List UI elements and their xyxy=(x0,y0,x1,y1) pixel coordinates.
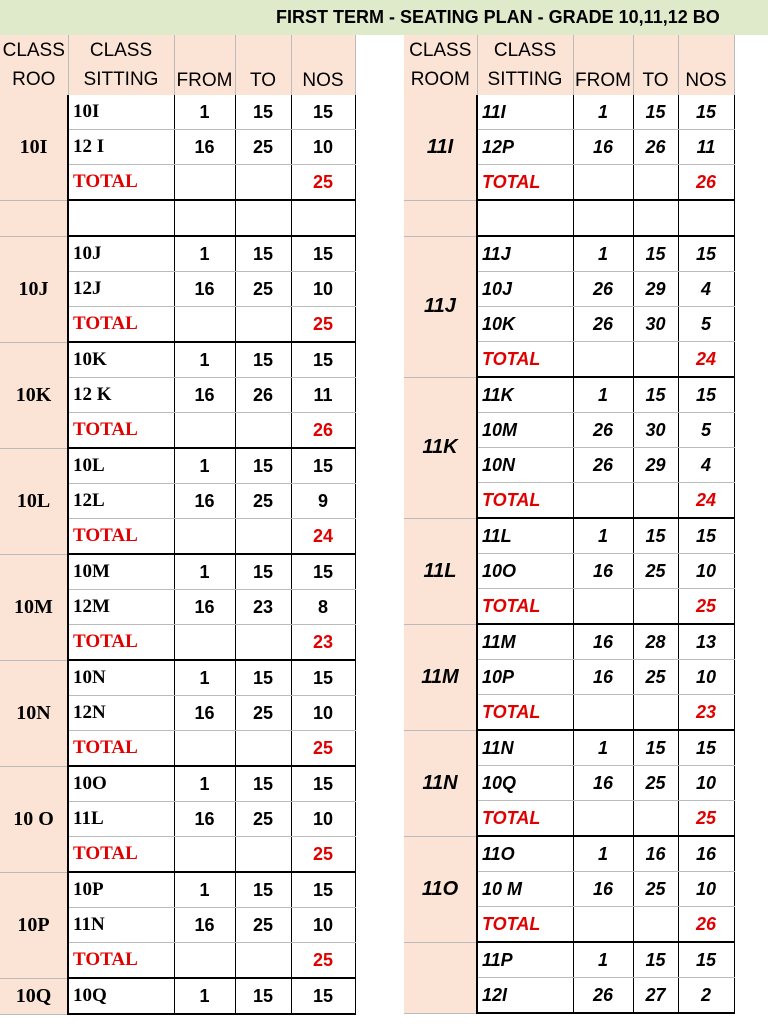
left-from-cell: 16 xyxy=(174,378,235,413)
left-header-row xyxy=(0,35,355,95)
right-from-cell: 26 xyxy=(573,978,633,1014)
right-class-sitting-cell: 10N xyxy=(477,448,573,483)
right-class-sitting-cell: 11K xyxy=(477,377,573,413)
left-to-cell xyxy=(235,731,291,767)
left-to-cell: 15 xyxy=(235,342,291,378)
right-class-sitting-cell: 11M xyxy=(477,624,573,660)
left-class-sitting-cell: TOTAL xyxy=(68,625,174,661)
right-room-cell: 11N xyxy=(404,730,477,836)
left-class-sitting-cell: TOTAL xyxy=(68,307,174,343)
right-table-row xyxy=(404,200,734,236)
right-to-cell: 26 xyxy=(633,130,678,165)
left-room-cell: 10I xyxy=(0,95,68,200)
left-class-sitting-cell: 10Q xyxy=(68,978,174,1014)
left-from-cell xyxy=(174,837,235,873)
right-table-row xyxy=(404,730,734,766)
right-from-cell: 1 xyxy=(573,377,633,413)
left-table-row xyxy=(0,448,355,484)
right-from-cell xyxy=(573,483,633,519)
right-nos-cell: 24 xyxy=(678,342,734,378)
left-class-sitting-cell: 11L xyxy=(68,802,174,837)
right-to-cell xyxy=(633,907,678,943)
left-from-cell xyxy=(174,625,235,661)
right-to-cell: 29 xyxy=(633,272,678,307)
left-table-row xyxy=(0,95,355,130)
right-to-cell: 25 xyxy=(633,554,678,589)
right-to-cell: 30 xyxy=(633,307,678,342)
right-nos-cell: 15 xyxy=(678,236,734,272)
right-nos-cell: 25 xyxy=(678,589,734,625)
right-class-sitting-cell: 11I xyxy=(477,95,573,130)
left-room-cell: 10L xyxy=(0,448,68,554)
right-from-cell: 16 xyxy=(573,660,633,695)
left-class-sitting-cell: 12 K xyxy=(68,378,174,413)
right-from-cell: 1 xyxy=(573,730,633,766)
left-nos-cell: 15 xyxy=(291,95,355,130)
right-from-cell: 26 xyxy=(573,448,633,483)
right-nos-cell: 26 xyxy=(678,165,734,201)
left-to-cell: 25 xyxy=(235,696,291,731)
right-from-cell: 16 xyxy=(573,624,633,660)
right-from-cell: 26 xyxy=(573,413,633,448)
page-title: FIRST TERM - SEATING PLAN - GRADE 10,11,12 BO xyxy=(276,7,720,27)
right-class-sitting-cell: 11P xyxy=(477,942,573,978)
left-class-sitting-cell: 12L xyxy=(68,484,174,519)
left-class-sitting-cell: TOTAL xyxy=(68,837,174,873)
left-from-cell: 1 xyxy=(174,978,235,1014)
left-header-cell: FROM xyxy=(174,35,235,95)
right-from-cell xyxy=(573,342,633,378)
left-nos-cell: 25 xyxy=(291,165,355,201)
left-header-cell: CLASS ROO xyxy=(0,35,68,95)
left-header-cell: TO xyxy=(235,35,291,95)
right-nos-cell: 10 xyxy=(678,554,734,589)
right-from-cell: 16 xyxy=(573,766,633,801)
right-class-sitting-cell: TOTAL xyxy=(477,165,573,201)
left-class-sitting-cell: 10O xyxy=(68,766,174,802)
left-to-cell xyxy=(235,837,291,873)
left-to-cell xyxy=(235,413,291,449)
right-nos-cell: 2 xyxy=(678,978,734,1014)
left-room-cell: 10J xyxy=(0,236,68,342)
right-to-cell: 15 xyxy=(633,942,678,978)
left-from-cell: 1 xyxy=(174,236,235,272)
left-to-cell: 15 xyxy=(235,872,291,908)
right-nos-cell: 10 xyxy=(678,660,734,695)
right-from-cell: 1 xyxy=(573,942,633,978)
right-nos-cell: 15 xyxy=(678,95,734,130)
right-nos-cell: 25 xyxy=(678,801,734,837)
left-from-cell xyxy=(174,307,235,343)
right-nos-cell: 16 xyxy=(678,836,734,872)
right-nos-cell: 5 xyxy=(678,413,734,448)
left-table-row xyxy=(0,660,355,696)
right-class-sitting-cell: 10J xyxy=(477,272,573,307)
left-to-cell: 23 xyxy=(235,590,291,625)
left-to-cell xyxy=(235,200,291,236)
right-to-cell: 16 xyxy=(633,836,678,872)
left-class-sitting-cell: 10K xyxy=(68,342,174,378)
right-to-cell xyxy=(633,589,678,625)
right-class-sitting-cell: 10O xyxy=(477,554,573,589)
left-nos-cell: 15 xyxy=(291,554,355,590)
right-class-sitting-cell: 10K xyxy=(477,307,573,342)
left-room-cell xyxy=(0,200,68,236)
right-from-cell: 26 xyxy=(573,272,633,307)
right-nos-cell: 26 xyxy=(678,907,734,943)
left-to-cell: 15 xyxy=(235,660,291,696)
right-class-sitting-cell: 11O xyxy=(477,836,573,872)
right-to-cell xyxy=(633,695,678,731)
right-nos-cell: 15 xyxy=(678,377,734,413)
left-class-sitting-cell: 11N xyxy=(68,908,174,943)
right-to-cell xyxy=(633,200,678,236)
right-seating-table xyxy=(404,35,735,1014)
left-room-cell: 10N xyxy=(0,660,68,766)
left-nos-cell: 15 xyxy=(291,766,355,802)
left-nos-cell: 23 xyxy=(291,625,355,661)
right-table-row xyxy=(404,236,734,272)
left-class-sitting-cell: 10P xyxy=(68,872,174,908)
left-from-cell: 16 xyxy=(174,590,235,625)
right-room-cell: 11K xyxy=(404,377,477,518)
right-nos-cell: 11 xyxy=(678,130,734,165)
left-room-cell: 10M xyxy=(0,554,68,660)
left-to-cell: 15 xyxy=(235,236,291,272)
right-to-cell: 30 xyxy=(633,413,678,448)
left-table-row xyxy=(0,236,355,272)
right-from-cell xyxy=(573,907,633,943)
left-from-cell: 1 xyxy=(174,342,235,378)
left-header-cell: NOS xyxy=(291,35,355,95)
left-nos-cell: 26 xyxy=(291,413,355,449)
left-nos-cell: 15 xyxy=(291,342,355,378)
left-class-sitting-cell: 10I xyxy=(68,95,174,130)
right-to-cell: 15 xyxy=(633,518,678,554)
right-room-cell: 11M xyxy=(404,624,477,730)
left-class-sitting-cell xyxy=(68,200,174,236)
left-to-cell: 25 xyxy=(235,908,291,943)
left-nos-cell: 10 xyxy=(291,130,355,165)
left-nos-cell: 10 xyxy=(291,696,355,731)
left-to-cell: 26 xyxy=(235,378,291,413)
right-room-cell xyxy=(404,200,477,236)
left-room-cell: 10Q xyxy=(0,978,68,1014)
left-from-cell: 1 xyxy=(174,872,235,908)
left-to-cell: 25 xyxy=(235,130,291,165)
right-nos-cell: 10 xyxy=(678,766,734,801)
left-class-sitting-cell: 12 I xyxy=(68,130,174,165)
right-room-cell xyxy=(404,942,477,1013)
left-class-sitting-cell: 10L xyxy=(68,448,174,484)
right-to-cell: 15 xyxy=(633,95,678,130)
left-nos-cell: 10 xyxy=(291,272,355,307)
right-class-sitting-cell: 12P xyxy=(477,130,573,165)
left-class-sitting-cell: 10N xyxy=(68,660,174,696)
left-nos-cell: 8 xyxy=(291,590,355,625)
right-from-cell xyxy=(573,165,633,201)
right-table-row xyxy=(404,95,734,130)
right-to-cell xyxy=(633,801,678,837)
right-room-cell: 11J xyxy=(404,236,477,377)
left-seating-table xyxy=(0,35,356,1015)
right-to-cell xyxy=(633,165,678,201)
left-from-cell: 1 xyxy=(174,448,235,484)
right-nos-cell: 10 xyxy=(678,872,734,907)
left-room-cell: 10K xyxy=(0,342,68,448)
right-table-row xyxy=(404,836,734,872)
right-from-cell: 1 xyxy=(573,95,633,130)
right-from-cell: 1 xyxy=(573,236,633,272)
left-nos-cell: 15 xyxy=(291,978,355,1014)
left-table-row xyxy=(0,766,355,802)
right-header-cell: CLASS SITTING xyxy=(477,35,573,95)
left-from-cell xyxy=(174,731,235,767)
left-class-sitting-cell: 10M xyxy=(68,554,174,590)
right-table-row xyxy=(404,942,734,978)
right-class-sitting-cell: TOTAL xyxy=(477,483,573,519)
left-from-cell: 1 xyxy=(174,95,235,130)
right-to-cell: 25 xyxy=(633,660,678,695)
left-from-cell xyxy=(174,413,235,449)
left-to-cell xyxy=(235,165,291,201)
right-nos-cell: 4 xyxy=(678,448,734,483)
right-from-cell: 16 xyxy=(573,130,633,165)
right-from-cell: 16 xyxy=(573,872,633,907)
right-from-cell: 16 xyxy=(573,554,633,589)
left-room-cell: 10 O xyxy=(0,766,68,872)
left-class-sitting-cell: 12J xyxy=(68,272,174,307)
left-nos-cell: 9 xyxy=(291,484,355,519)
left-from-cell xyxy=(174,943,235,979)
left-room-cell: 10P xyxy=(0,872,68,978)
left-header-cell: CLASS SITTING xyxy=(68,35,174,95)
left-nos-cell: 10 xyxy=(291,908,355,943)
right-header-row xyxy=(404,35,734,95)
right-room-cell: 11L xyxy=(404,518,477,624)
right-class-sitting-cell: 11J xyxy=(477,236,573,272)
right-class-sitting-cell: TOTAL xyxy=(477,589,573,625)
right-nos-cell: 15 xyxy=(678,730,734,766)
left-table-row xyxy=(0,342,355,378)
right-header-cell: NOS xyxy=(678,35,734,95)
right-class-sitting-cell: TOTAL xyxy=(477,695,573,731)
left-table-row xyxy=(0,872,355,908)
right-from-cell: 1 xyxy=(573,518,633,554)
right-class-sitting-cell: TOTAL xyxy=(477,342,573,378)
right-to-cell: 28 xyxy=(633,624,678,660)
left-class-sitting-cell: 10J xyxy=(68,236,174,272)
right-room-cell: 11I xyxy=(404,95,477,200)
right-from-cell xyxy=(573,801,633,837)
left-from-cell xyxy=(174,165,235,201)
right-header-cell: CLASS ROOM xyxy=(404,35,477,95)
right-to-cell: 29 xyxy=(633,448,678,483)
right-class-sitting-cell: TOTAL xyxy=(477,907,573,943)
right-to-cell: 15 xyxy=(633,377,678,413)
left-nos-cell: 25 xyxy=(291,837,355,873)
left-to-cell: 15 xyxy=(235,95,291,130)
left-from-cell xyxy=(174,200,235,236)
left-to-cell: 15 xyxy=(235,766,291,802)
right-class-sitting-cell: 10 M xyxy=(477,872,573,907)
left-to-cell: 25 xyxy=(235,272,291,307)
right-nos-cell: 5 xyxy=(678,307,734,342)
left-table-row xyxy=(0,554,355,590)
left-from-cell: 16 xyxy=(174,130,235,165)
right-class-sitting-cell: 10Q xyxy=(477,766,573,801)
left-nos-cell: 25 xyxy=(291,943,355,979)
left-nos-cell: 15 xyxy=(291,872,355,908)
right-class-sitting-cell: TOTAL xyxy=(477,801,573,837)
left-to-cell: 25 xyxy=(235,484,291,519)
right-to-cell: 27 xyxy=(633,978,678,1014)
left-table-row xyxy=(0,978,355,1014)
left-class-sitting-cell: 12M xyxy=(68,590,174,625)
right-class-sitting-cell: 10M xyxy=(477,413,573,448)
right-table-row xyxy=(404,518,734,554)
left-to-cell xyxy=(235,307,291,343)
left-to-cell xyxy=(235,625,291,661)
right-from-cell: 26 xyxy=(573,307,633,342)
right-header-cell: FROM xyxy=(573,35,633,95)
right-class-sitting-cell: 11L xyxy=(477,518,573,554)
left-to-cell xyxy=(235,943,291,979)
left-from-cell: 1 xyxy=(174,554,235,590)
right-nos-cell xyxy=(678,200,734,236)
left-nos-cell: 11 xyxy=(291,378,355,413)
left-class-sitting-cell: TOTAL xyxy=(68,519,174,555)
right-to-cell: 25 xyxy=(633,766,678,801)
right-from-cell xyxy=(573,695,633,731)
left-nos-cell: 25 xyxy=(291,731,355,767)
right-to-cell: 15 xyxy=(633,730,678,766)
left-from-cell: 1 xyxy=(174,660,235,696)
right-nos-cell: 15 xyxy=(678,942,734,978)
left-from-cell xyxy=(174,519,235,555)
left-from-cell: 16 xyxy=(174,908,235,943)
left-table-row xyxy=(0,200,355,236)
left-from-cell: 16 xyxy=(174,272,235,307)
left-class-sitting-cell: TOTAL xyxy=(68,731,174,767)
right-from-cell xyxy=(573,200,633,236)
left-to-cell: 15 xyxy=(235,554,291,590)
left-from-cell: 16 xyxy=(174,802,235,837)
left-from-cell: 16 xyxy=(174,696,235,731)
left-to-cell xyxy=(235,519,291,555)
left-nos-cell: 24 xyxy=(291,519,355,555)
right-room-cell: 11O xyxy=(404,836,477,942)
left-to-cell: 25 xyxy=(235,802,291,837)
right-from-cell: 1 xyxy=(573,836,633,872)
right-nos-cell: 13 xyxy=(678,624,734,660)
left-class-sitting-cell: TOTAL xyxy=(68,165,174,201)
left-nos-cell: 25 xyxy=(291,307,355,343)
left-from-cell: 16 xyxy=(174,484,235,519)
left-to-cell: 15 xyxy=(235,978,291,1014)
left-to-cell: 15 xyxy=(235,448,291,484)
right-table-row xyxy=(404,624,734,660)
left-class-sitting-cell: 12N xyxy=(68,696,174,731)
right-header-cell: TO xyxy=(633,35,678,95)
right-nos-cell: 23 xyxy=(678,695,734,731)
right-nos-cell: 15 xyxy=(678,518,734,554)
left-nos-cell: 15 xyxy=(291,448,355,484)
right-table-row xyxy=(404,377,734,413)
left-nos-cell: 10 xyxy=(291,802,355,837)
left-nos-cell: 15 xyxy=(291,660,355,696)
right-nos-cell: 24 xyxy=(678,483,734,519)
left-class-sitting-cell: TOTAL xyxy=(68,413,174,449)
right-to-cell xyxy=(633,483,678,519)
right-class-sitting-cell: 10P xyxy=(477,660,573,695)
right-class-sitting-cell: 11N xyxy=(477,730,573,766)
left-nos-cell xyxy=(291,200,355,236)
left-from-cell: 1 xyxy=(174,766,235,802)
right-from-cell xyxy=(573,589,633,625)
right-nos-cell: 4 xyxy=(678,272,734,307)
right-to-cell xyxy=(633,342,678,378)
left-class-sitting-cell: TOTAL xyxy=(68,943,174,979)
right-class-sitting-cell xyxy=(477,200,573,236)
title-bar xyxy=(0,0,768,35)
right-class-sitting-cell: 12I xyxy=(477,978,573,1014)
right-to-cell: 15 xyxy=(633,236,678,272)
left-nos-cell: 15 xyxy=(291,236,355,272)
right-to-cell: 25 xyxy=(633,872,678,907)
